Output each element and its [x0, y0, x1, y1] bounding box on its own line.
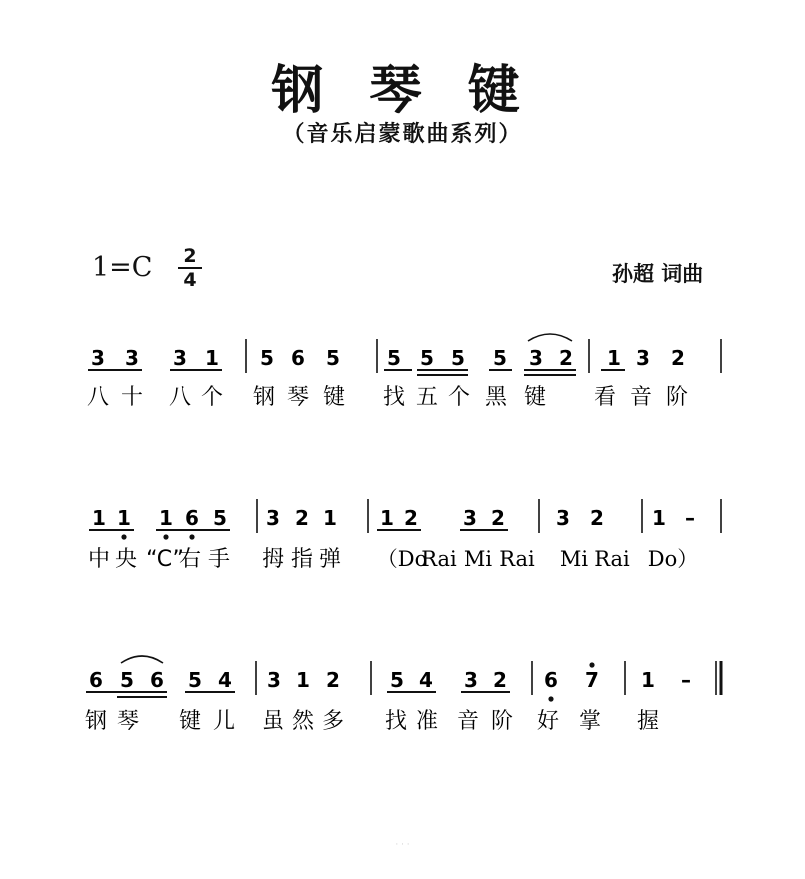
lyric-syllable: 阶	[490, 709, 514, 734]
note-digit: 3	[91, 346, 105, 370]
lyric-syllable: “C”	[146, 547, 184, 572]
note-digit: 5	[260, 346, 274, 370]
lyric-syllable: 拇	[261, 547, 285, 572]
lyric-syllable: 个	[200, 385, 224, 410]
note-digit: 5	[451, 346, 465, 370]
footer-watermark: · · ·	[395, 840, 410, 850]
lyric-syllable: 儿	[212, 709, 236, 734]
lyric-syllable: 八	[86, 385, 110, 410]
lyric-syllable: Rai	[421, 547, 457, 571]
note-digit: 3	[266, 506, 280, 530]
note-digit: 1	[296, 668, 310, 692]
lyric-syllable: 音	[456, 709, 480, 734]
lyric-syllable: Rai	[594, 547, 630, 571]
lyric-syllable: 钢	[84, 709, 108, 734]
note-digit: 5	[120, 668, 134, 692]
note-digit: 6	[544, 668, 558, 692]
note-digit: 1	[205, 346, 219, 370]
note-digit: 6	[185, 506, 199, 530]
note-digit: 1	[323, 506, 337, 530]
slur-arc	[528, 334, 572, 341]
note-digit: 4	[419, 668, 433, 692]
note-digit: 1	[159, 506, 173, 530]
lyric-syllable: 个	[447, 385, 471, 410]
note-digit: 5	[420, 346, 434, 370]
note-digit: 1	[117, 506, 131, 530]
lyric-syllable: 弹	[318, 547, 342, 572]
lyric-syllable: 好	[536, 709, 560, 734]
octave-dot-below	[163, 534, 168, 539]
lyric-syllable: 手	[207, 547, 231, 572]
lyric-syllable: 准	[415, 709, 439, 734]
composer-credit: 孙超 词曲	[612, 262, 704, 286]
lyric-syllable: Mi	[559, 547, 589, 571]
lyric-syllable: 右	[178, 547, 202, 572]
note-digit: 2	[491, 506, 505, 530]
lyric-syllable: 键	[523, 385, 547, 410]
lyric-syllable: 黑	[484, 385, 508, 410]
sustain-dash: –	[685, 506, 695, 530]
lyric-syllable: 十	[120, 385, 144, 410]
note-digit: 2	[671, 346, 685, 370]
note-digit: 1	[652, 506, 666, 530]
lyric-syllable: 看	[593, 385, 617, 410]
lyric-syllable: 五	[415, 385, 439, 410]
lyric-syllable: 键	[322, 385, 346, 410]
note-digit: 3	[636, 346, 650, 370]
note-digit: 6	[89, 668, 103, 692]
octave-dot-below	[189, 534, 194, 539]
lyric-syllable: 琴	[286, 385, 310, 410]
lyric-syllable: （Do	[376, 547, 428, 571]
lyric-syllable: 中	[87, 547, 111, 572]
lyric-syllable: 指	[290, 547, 314, 572]
note-digit: 4	[218, 668, 232, 692]
note-digit: 5	[493, 346, 507, 370]
lyric-syllable: Rai	[499, 547, 535, 571]
lyric-syllable: Mi	[463, 547, 493, 571]
lyric-syllable: 握	[636, 709, 660, 734]
note-digit: 3	[267, 668, 281, 692]
note-digit: 2	[326, 668, 340, 692]
key-signature: 1=C	[92, 252, 153, 283]
lyric-syllable: 八	[168, 385, 192, 410]
octave-dot-below	[548, 696, 553, 701]
lyric-syllable: 虽	[261, 709, 285, 734]
note-digit: 5	[188, 668, 202, 692]
lyric-syllable: 阶	[665, 385, 689, 410]
note-digit: 3	[529, 346, 543, 370]
note-digit: 3	[125, 346, 139, 370]
lyric-syllable: 音	[629, 385, 653, 410]
note-digit: 5	[326, 346, 340, 370]
note-digit: 5	[387, 346, 401, 370]
lyric-syllable: 键	[178, 709, 202, 734]
note-digit: 1	[607, 346, 621, 370]
time-signature-bottom: 4	[183, 269, 197, 291]
lyric-syllable: 央	[114, 547, 138, 572]
note-digit: 3	[464, 668, 478, 692]
note-digit: 2	[404, 506, 418, 530]
note-digit: 1	[641, 668, 655, 692]
note-digit: 6	[150, 668, 164, 692]
note-digit: 3	[173, 346, 187, 370]
note-digit: 6	[291, 346, 305, 370]
lyric-syllable: 然	[291, 709, 315, 734]
note-digit: 3	[463, 506, 477, 530]
lyric-syllable: 多	[321, 709, 345, 734]
octave-dot-below	[121, 534, 126, 539]
lyric-syllable: 钢	[252, 385, 276, 410]
note-digit: 2	[590, 506, 604, 530]
sustain-dash: –	[681, 668, 691, 692]
song-title: 钢 琴 键	[271, 61, 534, 121]
lyric-syllable: 掌	[578, 709, 602, 734]
lyric-syllable: 找	[382, 385, 406, 410]
note-digit: 2	[295, 506, 309, 530]
time-signature-top: 2	[183, 245, 197, 267]
lyric-syllable: 琴	[116, 709, 140, 734]
note-digit: 2	[493, 668, 507, 692]
song-subtitle: （音乐启蒙歌曲系列）	[282, 122, 523, 147]
lyric-syllable: 找	[384, 709, 408, 734]
octave-dot-above	[589, 662, 594, 667]
note-digit: 1	[380, 506, 394, 530]
note-digit: 5	[213, 506, 227, 530]
lyric-syllable: Do）	[647, 547, 699, 571]
note-digit: 1	[92, 506, 106, 530]
note-digit: 3	[556, 506, 570, 530]
note-digit: 7	[585, 668, 599, 692]
slur-arc	[121, 656, 163, 663]
note-digit: 5	[390, 668, 404, 692]
note-digit: 2	[559, 346, 573, 370]
